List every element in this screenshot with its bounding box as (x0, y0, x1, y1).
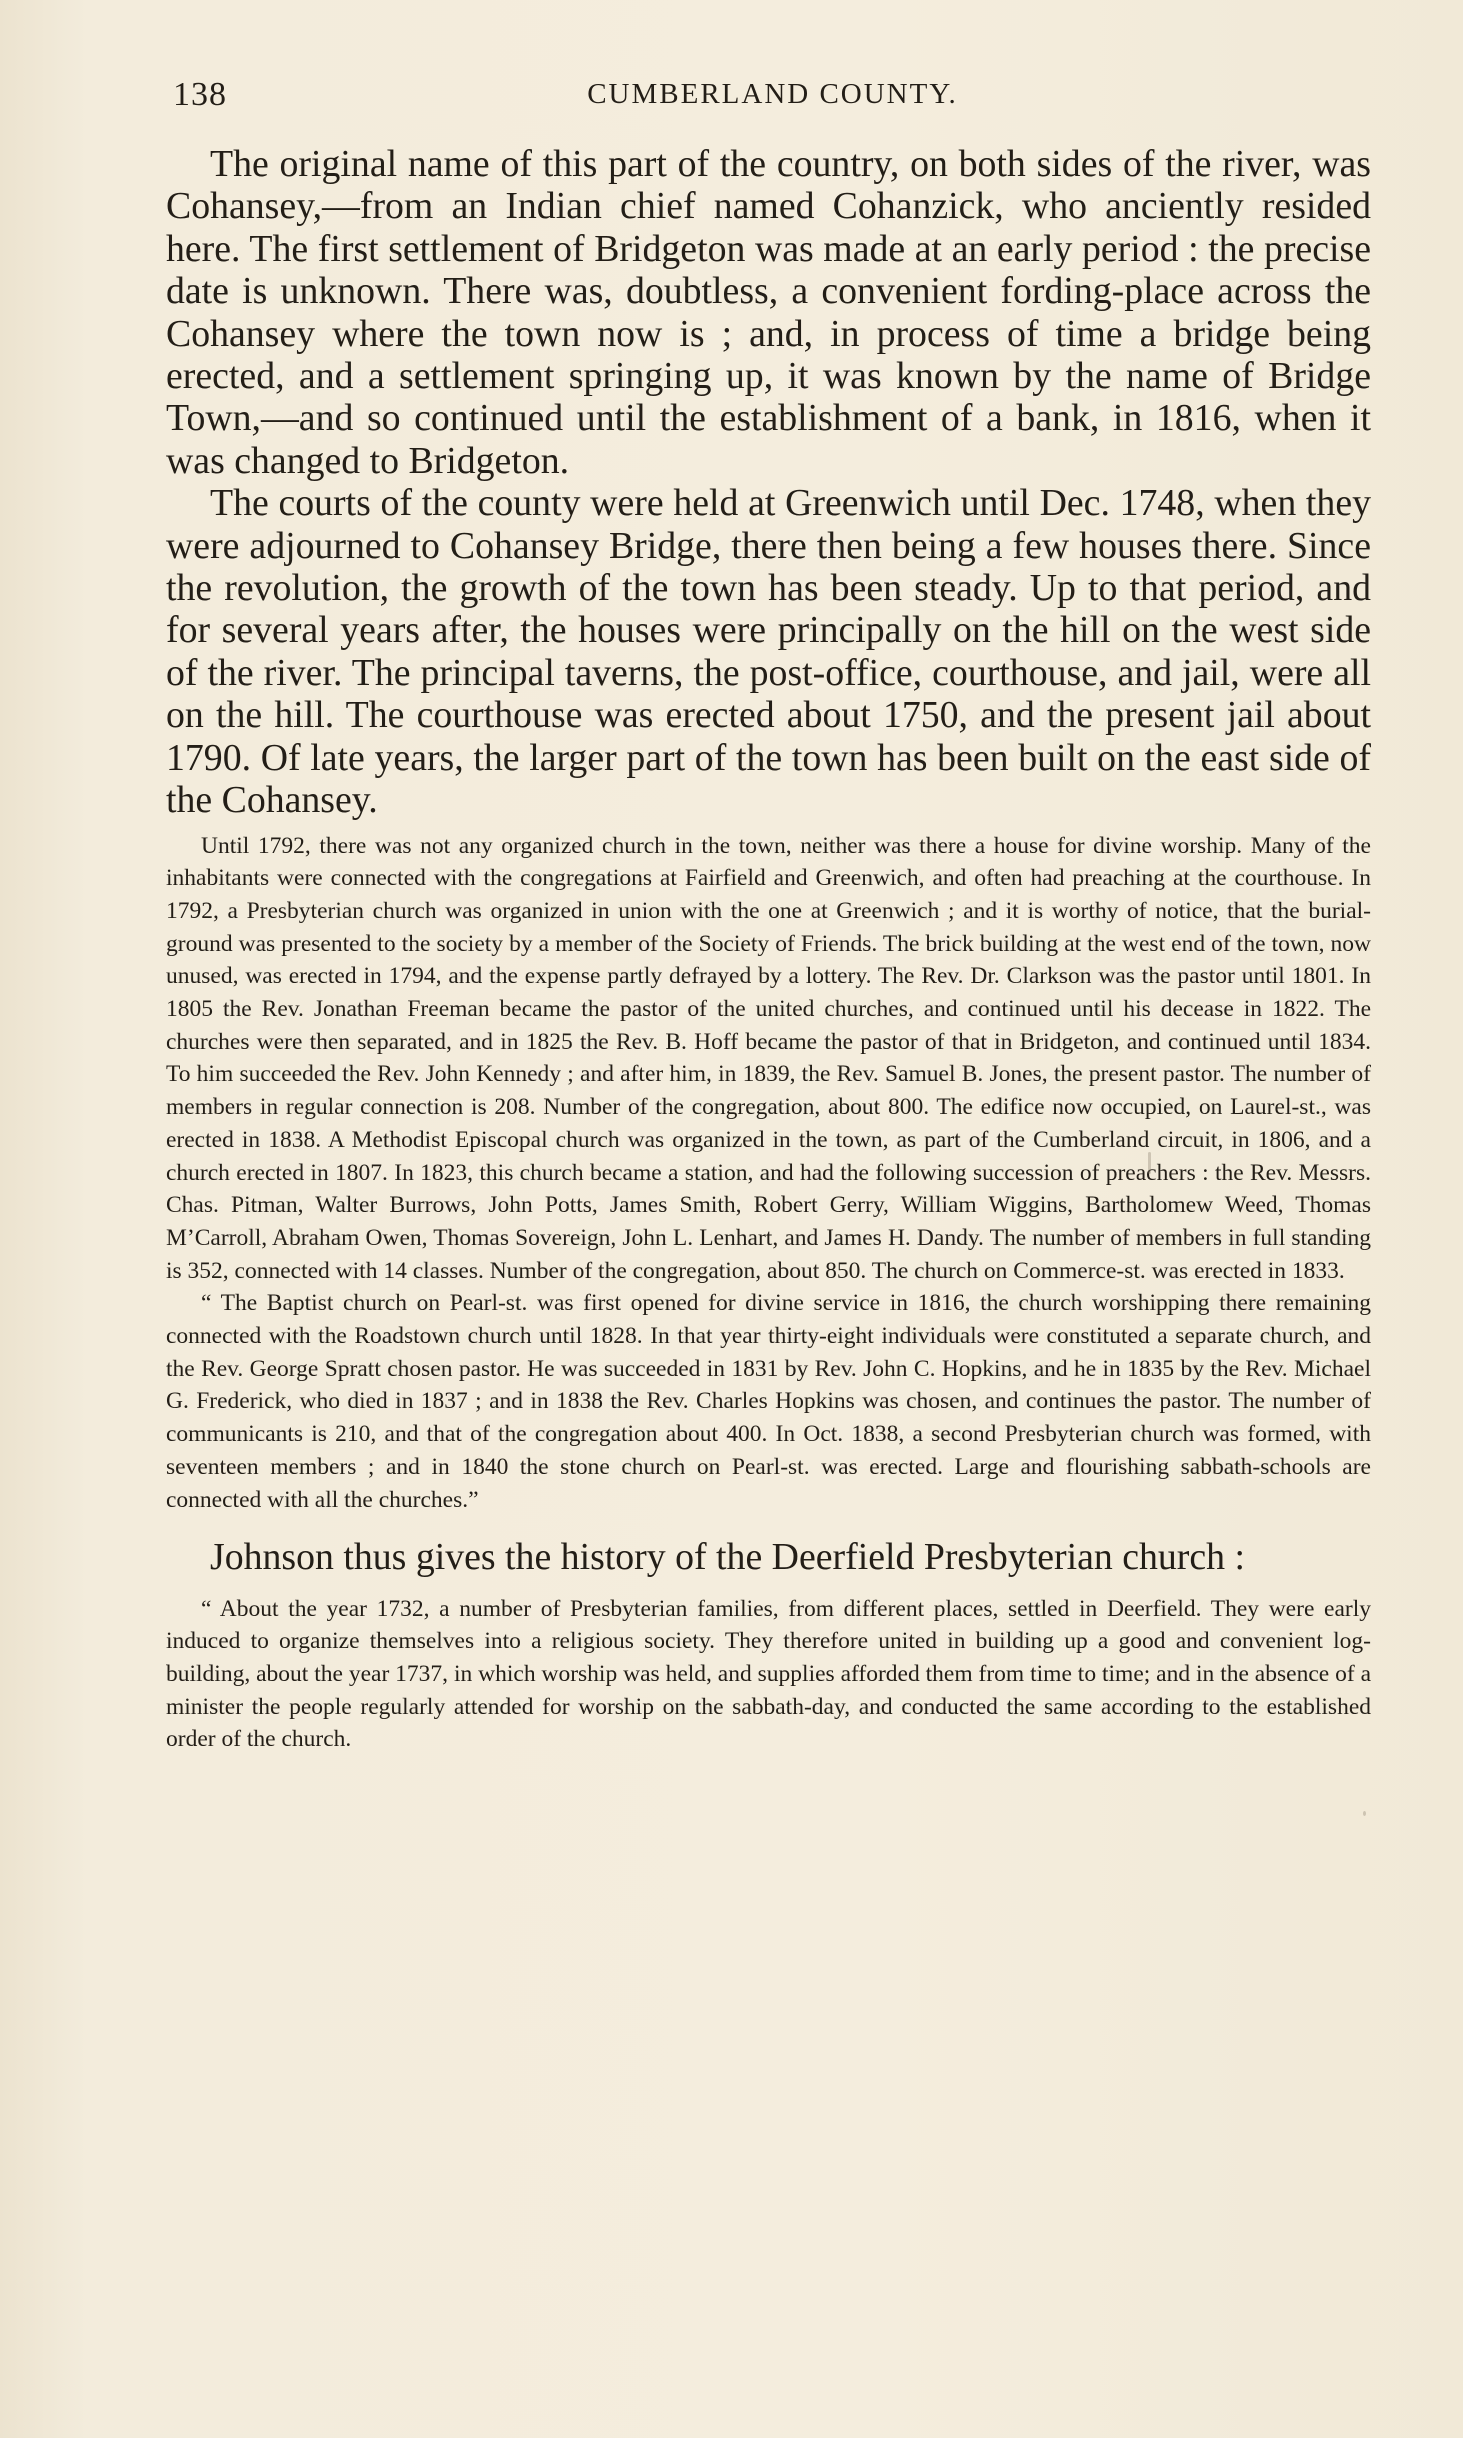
margin-mark (1148, 1152, 1151, 1174)
page-body (166, 143, 1371, 1756)
page-header (170, 72, 1375, 122)
margin-speck (1363, 1811, 1366, 1816)
paragraph-county-courts: The courts of the county were held at Greenwich until Dec. 1748, when they were adjourned to Cohansey Bridge, there then being a few houses there. Since the revolution, the growth of the town has been steady. Up to that period, and for several years after, the houses were principally on the hill on the west side of the river. The principal taverns, the post-office, courthouse, and jail, were all on the hill. The courthouse was erected about 1750, and the present jail about 1790. Of late years, the larger part of the town has been built on the east side of the Cohansey. (166, 482, 1371, 822)
paragraph-baptist-church: “ The Baptist church on Pearl-st. was first opened for divine service in 1816, the church worshipping there remaining connected with the Roadstown church until 1828. In that year thirty-eight individuals were constituted a separate church, and the Rev. George Spratt chosen pastor. He was succeeded in 1831 by Rev. John C. Hopkins, and he in 1835 by the Rev. Michael G. Frederick, who died in 1837 ; and in 1838 the Rev. Charles Hopkins was chosen, and continues the pastor. The number of communicants is 210, and that of the congregation about 400. In Oct. 1838, a second Presbyterian church was formed, with seventeen members ; and in 1840 the stone church on Pearl-st. was erected. Large and flourishing sabbath-schools are connected with all the churches.” (166, 1290, 1371, 1513)
running-head: CUMBERLAND COUNTY. (587, 78, 958, 110)
paragraph-deerfield-quote: “ About the year 1732, a number of Presbyterian families, from different places, settled in Deerfield. They were early induced to organize themselves into a religious society. They therefore united in building up a good and convenient log-building, about the year 1737, in which worship was held, and supplies afforded them from time to time; and in the absence of a minister the people regularly attended for worship on the sabbath-day, and conducted the same according to the established order of the church. (166, 1595, 1371, 1753)
paragraph-churches-history: Until 1792, there was not any organized church in the town, neither was there a house for divine worship. Many of the inhabitants were connected with the congregations at Fairfield and Greenwich, and often had preaching at the courthouse. In 1792, a Presbyterian church was organized in union with the one at Greenwich ; and it is worthy of notice, that the burial-ground was presented to the society by a member of the Society of Friends. The brick building at the west end of the town, now unused, was erected in 1794, and the expense partly defrayed by a lottery. The Rev. Dr. Clarkson was the pastor until 1801. In 1805 the Rev. Jonathan Freeman became the pastor of the united churches, and continued until his decease in 1822. The churches were then separated, and in 1825 the Rev. B. Hoff became the pastor of that in Bridgeton, and continued until 1834. To him succeeded the Rev. John Kennedy ; and after him, in 1839, the Rev. Samuel B. Jones, the present pastor. The number of members in regular connection is 208. Number of the congregation, about 800. The edifice now occupied, on Laurel-st., was erected in 1838. A Methodist Episcopal church was organized in the town, as part of the Cumberland circuit, in 1806, and a church erected in 1807. In 1823, this church became a station, and had the following succession of preachers : the Rev. Messrs. Chas. Pitman, Walter Burrows, John Potts, James Smith, Robert Gerry, William Wiggins, Bartholomew Weed, Thomas M’Carroll, Abraham Owen, Thomas Sovereign, John L. Lenhart, and James H. Dandy. The number of members in full standing is 352, connected with 14 classes. Number of the congregation, about 850. The church on Commerce-st. was erected in 1833. (166, 832, 1371, 1284)
page-number: 138 (173, 76, 227, 113)
paragraph-deerfield-intro: Johnson thus gives the history of the Deerfield Presbyterian church : (210, 1536, 1245, 1579)
paragraph-cohansey-origin: The original name of this part of the country, on both sides of the river, was Cohansey,—from an Indian chief named Cohanzick, who anciently resided here. The first settlement of Bridgeton was made at an early period : the precise date is unknown. There was, doubtless, a convenient fording-place across the Cohansey where the town now is ; and, in process of time a bridge being erected, and a settlement springing up, it was known by the name of Bridge Town,—and so continued until the establishment of a bank, in 1816, when it was changed to Bridgeton. (166, 143, 1371, 482)
